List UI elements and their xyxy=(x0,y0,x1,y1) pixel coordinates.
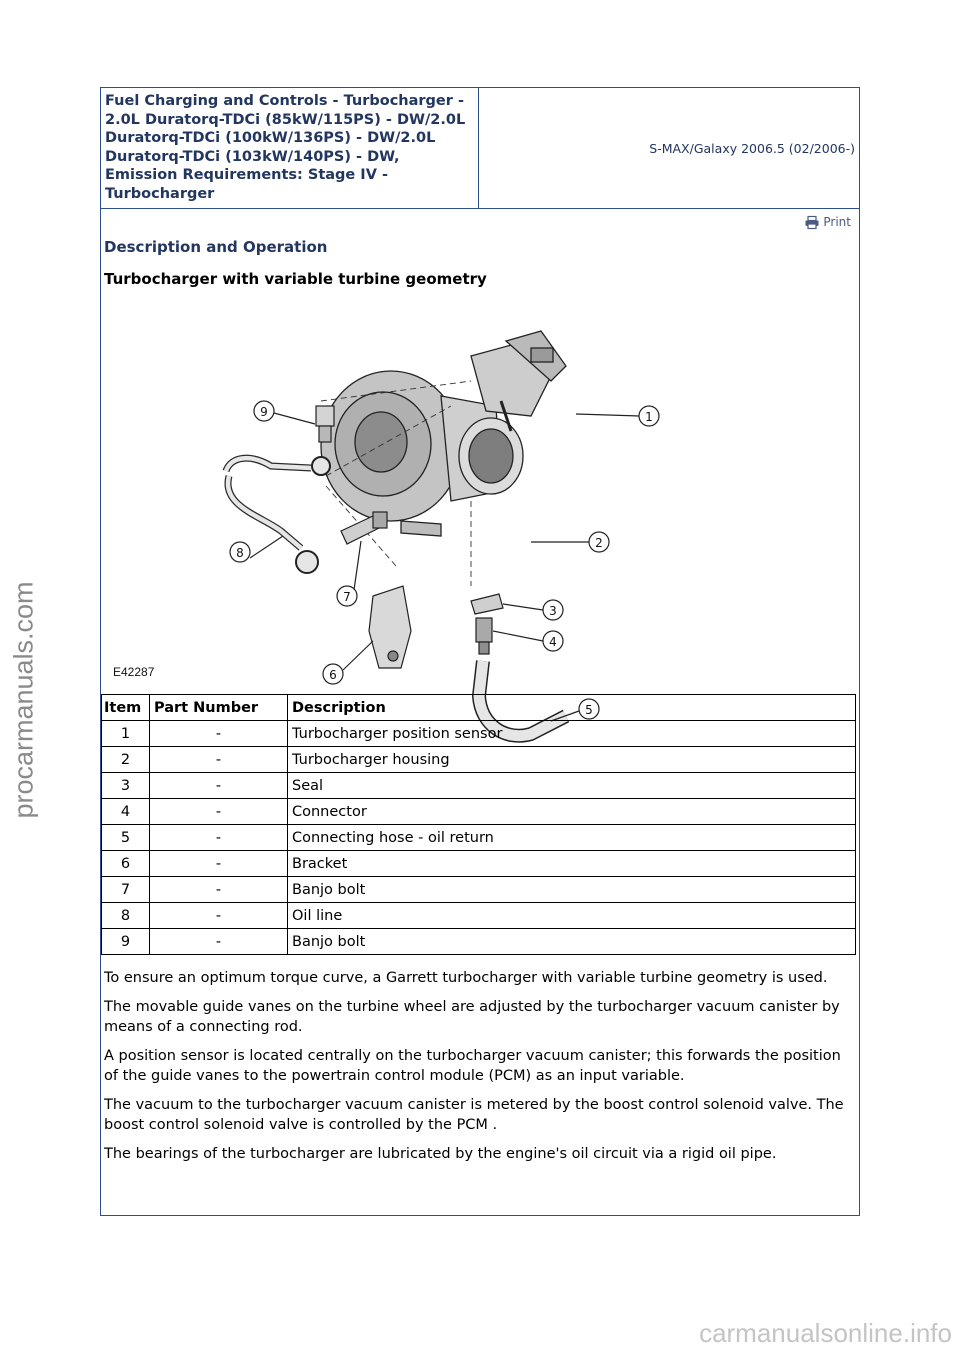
table-row xyxy=(102,877,856,903)
model-info: S-MAX/Galaxy 2006.5 (02/2006-) xyxy=(649,140,855,156)
description-cell: Turbocharger housing xyxy=(288,747,856,773)
item-cell: 9 xyxy=(102,929,150,955)
paragraph: The movable guide vanes on the turbine wheel are adjusted by the turbocharger vacuum canister by means of a connecting rod. xyxy=(104,999,840,1035)
svg-text:8: 8 xyxy=(236,546,244,560)
banjo-bolt-top-drawing xyxy=(316,406,334,442)
parts-table xyxy=(101,694,856,955)
item-cell: 7 xyxy=(102,877,150,903)
callout-8 xyxy=(230,536,283,562)
part-number-cell: - xyxy=(150,825,288,851)
item-cell: 8 xyxy=(102,903,150,929)
paragraph: A position sensor is located centrally on the turbocharger vacuum canister; this forwards the position of the guide vanes to the powertrain control module (PCM) as an input variable. xyxy=(104,1048,841,1084)
seal-connector-drawing xyxy=(471,594,503,654)
svg-text:4: 4 xyxy=(549,635,557,649)
description-cell: Banjo bolt xyxy=(288,877,856,903)
table-row xyxy=(102,825,856,851)
part-number-cell: - xyxy=(150,747,288,773)
paragraph: To ensure an optimum torque curve, a Garrett turbocharger with variable turbine geometry is used. xyxy=(104,970,828,986)
item-cell: 6 xyxy=(102,851,150,877)
banjo-bolt-middle-drawing xyxy=(341,512,387,544)
column-header-item: Item xyxy=(102,695,150,721)
description-cell: Bracket xyxy=(288,851,856,877)
table-row xyxy=(102,773,856,799)
description-cell: Turbocharger position sensor xyxy=(288,721,856,747)
part-number-cell: - xyxy=(150,929,288,955)
paragraph: The bearings of the turbocharger are lubricated by the engine's oil circuit via a rigid oil pipe. xyxy=(104,1146,777,1162)
svg-text:9: 9 xyxy=(260,405,268,419)
bracket-drawing xyxy=(369,586,411,668)
callout-1 xyxy=(576,406,659,426)
figure-id: E42287 xyxy=(113,665,155,679)
part-number-cell: - xyxy=(150,903,288,929)
callout-7 xyxy=(337,541,361,606)
table-header-row xyxy=(102,695,856,721)
print-link[interactable]: Print xyxy=(805,215,851,229)
item-cell: 2 xyxy=(102,747,150,773)
svg-text:7: 7 xyxy=(343,590,351,604)
table-row xyxy=(102,851,856,877)
part-number-cell: - xyxy=(150,773,288,799)
item-cell: 5 xyxy=(102,825,150,851)
printer-icon xyxy=(805,216,819,229)
item-cell: 4 xyxy=(102,799,150,825)
svg-text:6: 6 xyxy=(329,668,337,682)
table-row xyxy=(102,799,856,825)
callout-9 xyxy=(254,401,315,424)
table-row xyxy=(102,721,856,747)
description-cell: Banjo bolt xyxy=(288,929,856,955)
part-number-cell: - xyxy=(150,799,288,825)
column-header-description: Description xyxy=(288,695,856,721)
description-cell: Seal xyxy=(288,773,856,799)
item-cell: 3 xyxy=(102,773,150,799)
part-number-cell: - xyxy=(150,877,288,903)
item-cell: 1 xyxy=(102,721,150,747)
description-cell: Connecting hose - oil return xyxy=(288,825,856,851)
svg-text:2: 2 xyxy=(595,536,603,550)
callout-4 xyxy=(493,631,563,651)
table-row xyxy=(102,929,856,955)
paragraph: The vacuum to the turbocharger vacuum canister is metered by the boost control solenoid valve. The boost control solenoid valve is controlled by the PCM . xyxy=(104,1097,844,1133)
section-title: Description and Operation xyxy=(104,238,328,256)
subsection-title: Turbocharger with variable turbine geometry xyxy=(104,270,487,288)
document-frame xyxy=(100,87,860,1216)
description-cell: Oil line xyxy=(288,903,856,929)
table-row xyxy=(102,903,856,929)
turbocharger-housing-drawing xyxy=(321,331,566,536)
column-header-part-number: Part Number xyxy=(150,695,288,721)
document-header xyxy=(101,88,859,209)
svg-text:3: 3 xyxy=(549,604,557,618)
svg-text:5: 5 xyxy=(585,703,593,717)
part-number-cell: - xyxy=(150,851,288,877)
callout-3 xyxy=(503,600,563,620)
callout-6 xyxy=(323,641,373,684)
part-number-cell: - xyxy=(150,721,288,747)
bottom-watermark: carmanualsonline.info xyxy=(699,1318,952,1348)
description-cell: Connector xyxy=(288,799,856,825)
side-watermark: procarmanuals.com xyxy=(8,581,39,819)
document-title: Fuel Charging and Controls - Turbocharger - 2.0L Duratorq-TDCi (85kW/115PS) - DW/2.0L Duratorq-TDCi (100kW/136PS) - DW/2.0L Duratorq-TDCi (103kW/140PS) - DW, Emission Requirements: Stage IV - Turbocharger xyxy=(101,88,479,208)
table-row xyxy=(102,747,856,773)
description-body xyxy=(104,968,856,1173)
svg-text:1: 1 xyxy=(645,410,653,424)
callout-2 xyxy=(531,532,609,552)
